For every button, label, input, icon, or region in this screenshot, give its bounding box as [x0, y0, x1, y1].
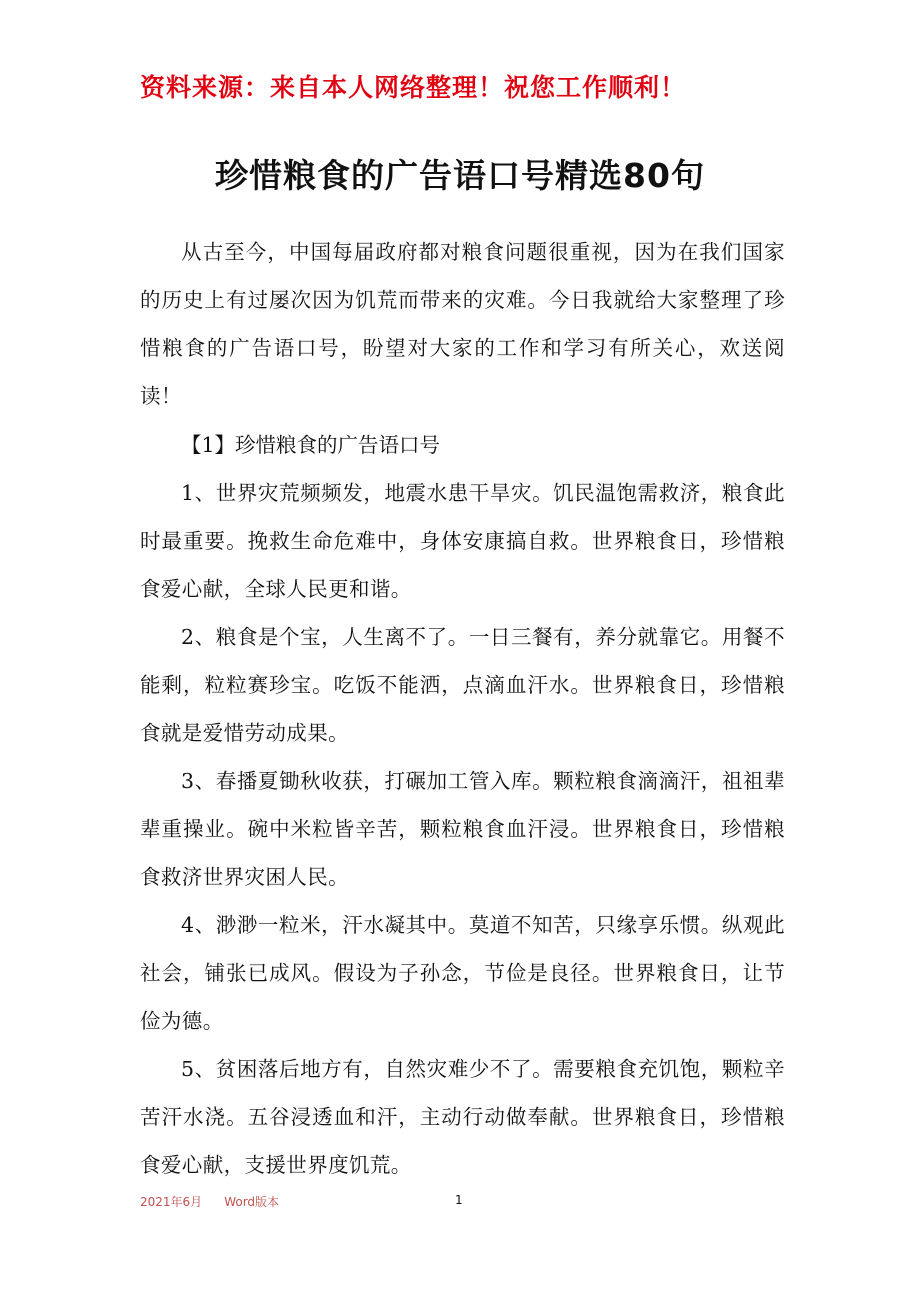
- list-item: 4、渺渺一粒米，汗水凝其中。莫道不知苦，只缘享乐惯。纵观此社会，铺张已成风。假设为子孙念，节俭是良径。世界粮食日，让节俭为德。: [140, 913, 785, 1033]
- footer-date: 2021年6月: [140, 1195, 203, 1209]
- list-item: 3、春播夏锄秋收获，打碾加工管入库。颗粒粮食滴滴汗，祖祖辈辈重操业。碗中米粒皆辛苦，颗粒粮食血汗浸。世界粮食日，珍惜粮食救济世界灾困人民。: [140, 769, 785, 889]
- page-title: 珍惜粮食的广告语口号精选80句: [215, 156, 705, 195]
- list-item: 2、粮食是个宝，人生离不了。一日三餐有，养分就靠它。用餐不能剩，粒粒赛珍宝。吃饭不能洒，点滴血汗水。世界粮食日，珍惜粮食就是爱惜劳动成果。: [140, 625, 785, 745]
- footer-info: [140, 1193, 279, 1210]
- list-item: 1、世界灾荒频频发，地震水患干旱灾。饥民温饱需救济，粮食此时最重要。挽救生命危难中，身体安康搞自救。世界粮食日，珍惜粮食爱心献，全球人民更和谐。: [140, 481, 785, 601]
- section-heading: 【1】珍惜粮食的广告语口号: [181, 433, 441, 457]
- source-notice: 资料来源：来自本人网络整理！祝您工作顺利！: [140, 73, 687, 102]
- intro-paragraph: 从古至今，中国每届政府都对粮食问题很重视，因为在我们国家的历史上有过屡次因为饥荒而带来的灾难。今日我就给大家整理了珍惜粮食的广告语口号，盼望对大家的工作和学习有所关心，欢送阅读！: [140, 240, 785, 408]
- page-number: 1: [455, 1193, 463, 1207]
- list-item: 5、贫困落后地方有，自然灾难少不了。需要粮食充饥饱，颗粒辛苦汗水浇。五谷浸透血和汗，主动行动做奉献。世界粮食日，珍惜粮食爱心献，支援世界度饥荒。: [140, 1057, 785, 1177]
- footer-edition: Word版本: [224, 1195, 280, 1209]
